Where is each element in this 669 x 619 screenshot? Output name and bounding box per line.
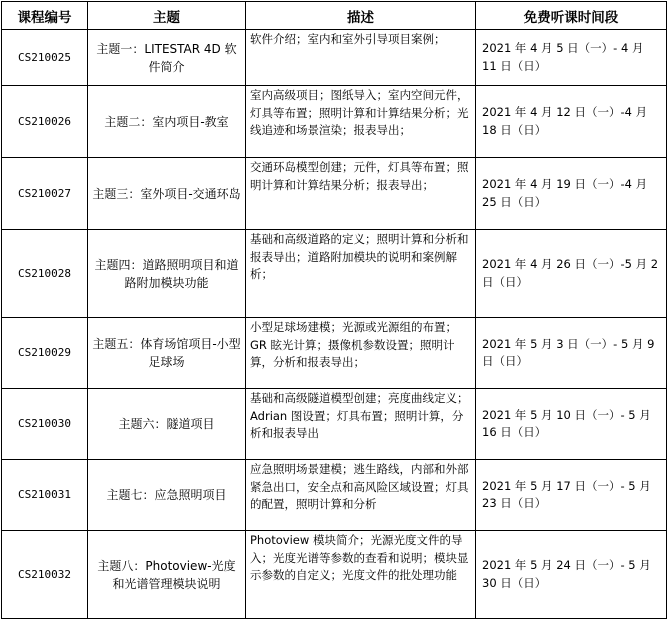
course-topic: 主题三：室外项目-交通环岛	[88, 158, 246, 230]
table-row	[2, 389, 667, 460]
course-schedule-table	[1, 1, 667, 619]
course-period: 2021 年 4 月 5 日（一）- 4 月 11 日（日）	[476, 30, 667, 86]
course-code: CS210032	[2, 531, 88, 619]
course-code: CS210030	[2, 389, 88, 460]
course-period: 2021 年 5 月 3 日（一）- 5 月 9 日（日）	[476, 318, 667, 389]
course-description: 小型足球场建模；光源或光源组的布置；GR 眩光计算；摄像机参数设置；照明计算，分析和报表导出；	[246, 318, 476, 389]
course-code: CS210029	[2, 318, 88, 389]
course-period: 2021 年 4 月 26 日（一）-5 月 2 日（日）	[476, 230, 667, 318]
course-topic: 主题二：室内项目-教室	[88, 86, 246, 158]
table-row	[2, 158, 667, 230]
course-period: 2021 年 5 月 10 日（一）- 5 月 16 日（日）	[476, 389, 667, 460]
course-description: 基础和高级隧道模型创建；亮度曲线定义；Adrian 图设置；灯具布置；照明计算，分析和报表导出	[246, 389, 476, 460]
course-period: 2021 年 4 月 12 日（一）-4 月 18 日（日）	[476, 86, 667, 158]
header-topic: 主题	[88, 2, 246, 30]
course-code: CS210028	[2, 230, 88, 318]
table-row	[2, 531, 667, 619]
header-free-period: 免费听课时间段	[476, 2, 667, 30]
table-row	[2, 30, 667, 86]
course-topic: 主题四：道路照明项目和道路附加模块功能	[88, 230, 246, 318]
course-code: CS210025	[2, 30, 88, 86]
course-description: 交通环岛模型创建；元件，灯具等布置；照明计算和计算结果分析；报表导出；	[246, 158, 476, 230]
header-row	[2, 2, 667, 30]
course-code: CS210026	[2, 86, 88, 158]
table-row	[2, 86, 667, 158]
course-description: 室内高级项目；图纸导入；室内空间元件，灯具等布置；照明计算和计算结果分析；光线追迹和场景渲染；报表导出；	[246, 86, 476, 158]
course-code: CS210027	[2, 158, 88, 230]
course-description: 应急照明场景建模；逃生路线，内部和外部紧急出口，安全点和高风险区域设置；灯具的配置，照明计算和分析	[246, 460, 476, 531]
course-description: Photoview 模块简介；光源光度文件的导入；光度光谱等参数的查看和说明；模块显示参数的自定义；光度文件的批处理功能	[246, 531, 476, 619]
header-course-code: 课程编号	[2, 2, 88, 30]
table-row	[2, 460, 667, 531]
course-topic: 主题五：体育场馆项目-小型足球场	[88, 318, 246, 389]
table-row	[2, 230, 667, 318]
course-topic: 主题七：应急照明项目	[88, 460, 246, 531]
course-topic: 主题六：隧道项目	[88, 389, 246, 460]
course-description: 基础和高级道路的定义；照明计算和分析和报表导出；道路附加模块的说明和案例解析；	[246, 230, 476, 318]
course-topic: 主题八：Photoview-光度和光谱管理模块说明	[88, 531, 246, 619]
course-code: CS210031	[2, 460, 88, 531]
header-description: 描述	[246, 2, 476, 30]
table-row	[2, 318, 667, 389]
course-period: 2021 年 5 月 17 日（一）- 5 月 23 日（日）	[476, 460, 667, 531]
course-description: 软件介绍；室内和室外引导项目案例；	[246, 30, 476, 86]
course-topic: 主题一：LITESTAR 4D 软件简介	[88, 30, 246, 86]
course-period: 2021 年 4 月 19 日（一）-4 月 25 日（日）	[476, 158, 667, 230]
course-period: 2021 年 5 月 24 日（一）- 5 月 30 日（日）	[476, 531, 667, 619]
